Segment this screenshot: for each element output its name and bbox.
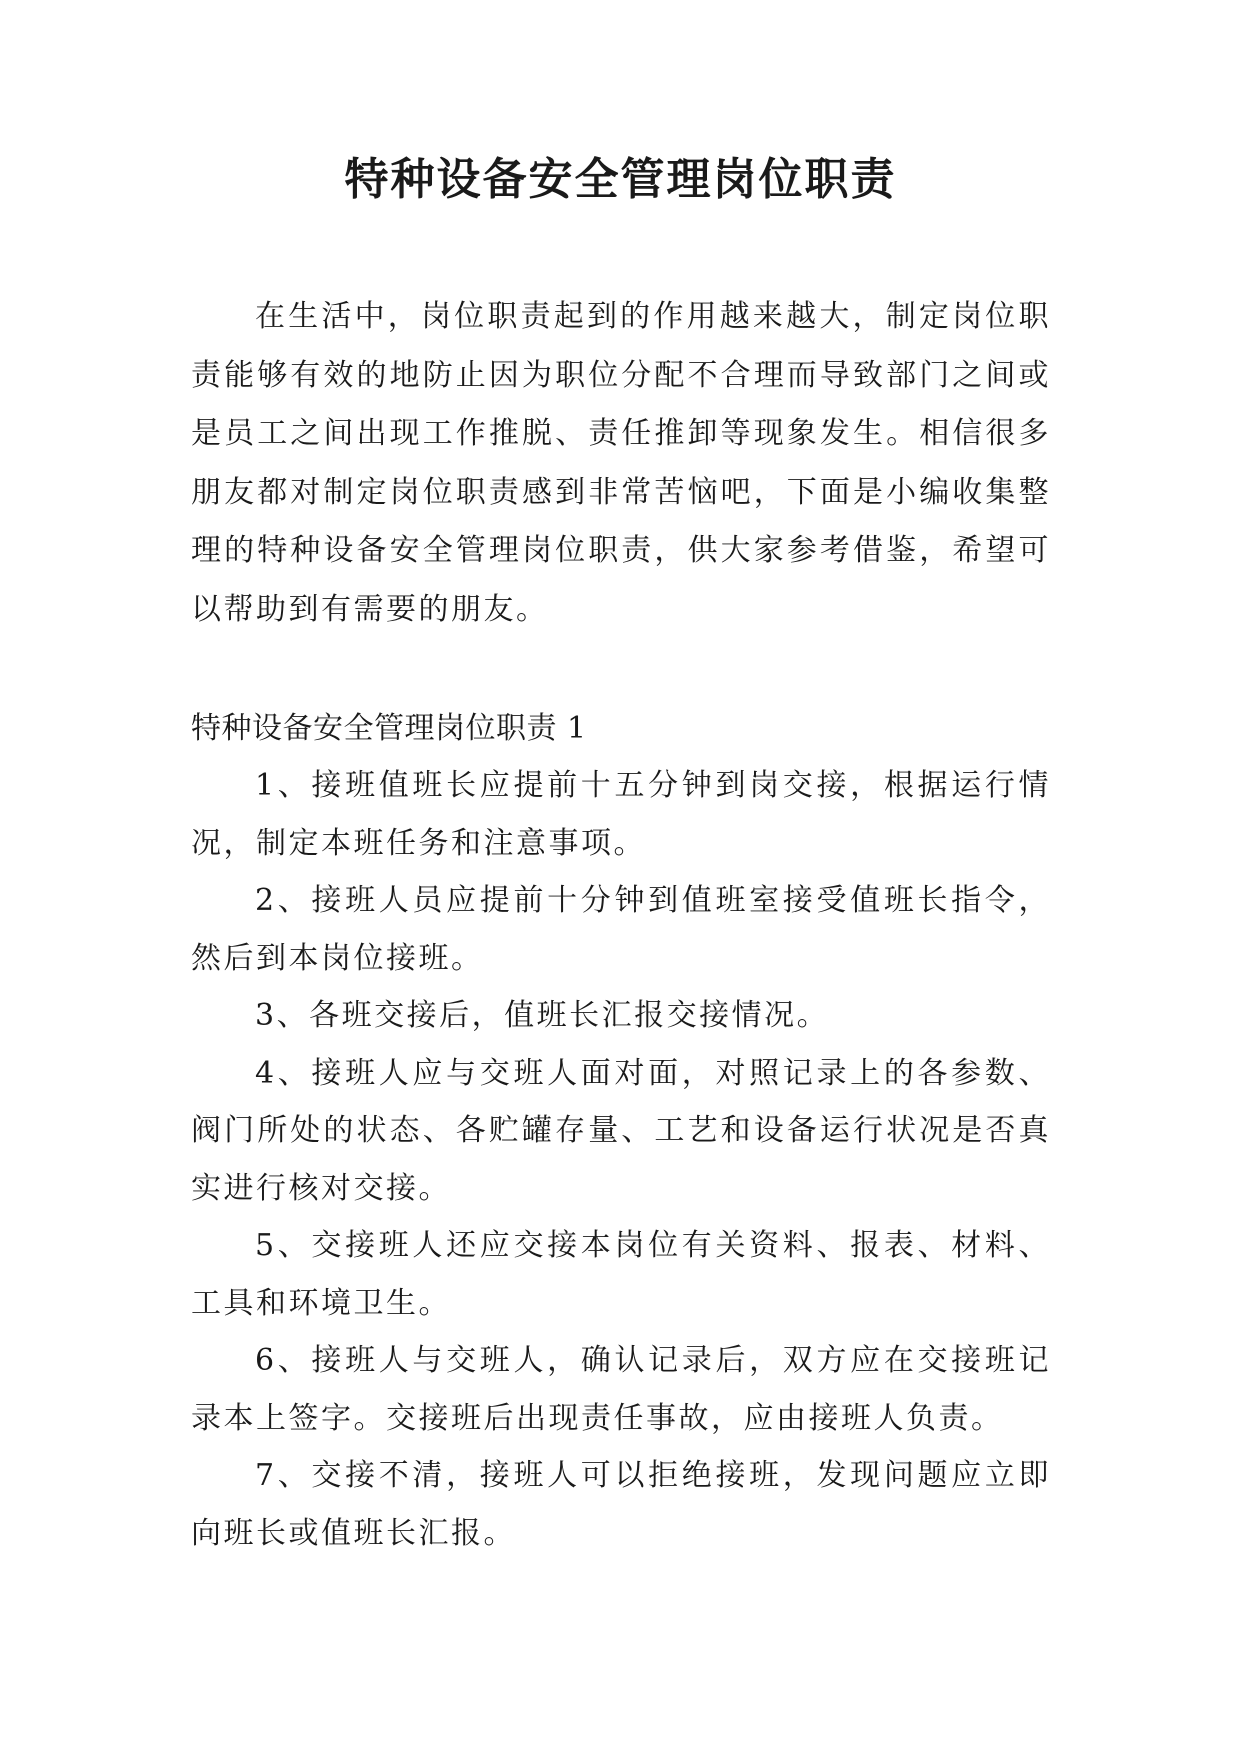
duty-item: 5、交接班人还应交接本岗位有关资料、报表、材料、工具和环境卫生。 xyxy=(191,1228,1051,1321)
duty-item: 1、接班值班长应提前十五分钟到岗交接，根据运行情况，制定本班任务和注意事项。 xyxy=(191,768,1051,861)
duty-item: 4、接班人应与交班人面对面，对照记录上的各参数、阀门所处的状态、各贮罐存量、工艺和设备运行状况是否真实进行核对交接。 xyxy=(191,1055,1051,1206)
duty-item: 3、各班交接后，值班长汇报交接情况。 xyxy=(255,998,830,1033)
duty-item: 6、接班人与交班人，确认记录后，双方应在交接班记录本上签字。交接班后出现责任事故，应由接班人负责。 xyxy=(191,1343,1051,1436)
intro-paragraph: 在生活中，岗位职责起到的作用越来越大，制定岗位职责能够有效的地防止因为职位分配不合理而导致部门之间或是员工之间出现工作推脱、责任推卸等现象发生。相信很多朋友都对制定岗位职责感到非常苦恼吧，下面是小编收集整理的特种设备安全管理岗位职责，供大家参考借鉴，希望可以帮助到有需要的朋友。 xyxy=(191,299,1051,627)
duty-list xyxy=(191,757,1051,1562)
duty-item: 2、接班人员应提前十分钟到值班室接受值班长指令，然后到本岗位接班。 xyxy=(191,883,1051,976)
document-title: 特种设备安全管理岗位职责 xyxy=(344,154,897,205)
duty-item: 7、交接不清，接班人可以拒绝接班，发现问题应立即向班长或值班长汇报。 xyxy=(191,1458,1051,1551)
section-heading: 特种设备安全管理岗位职责 1 xyxy=(191,711,587,746)
